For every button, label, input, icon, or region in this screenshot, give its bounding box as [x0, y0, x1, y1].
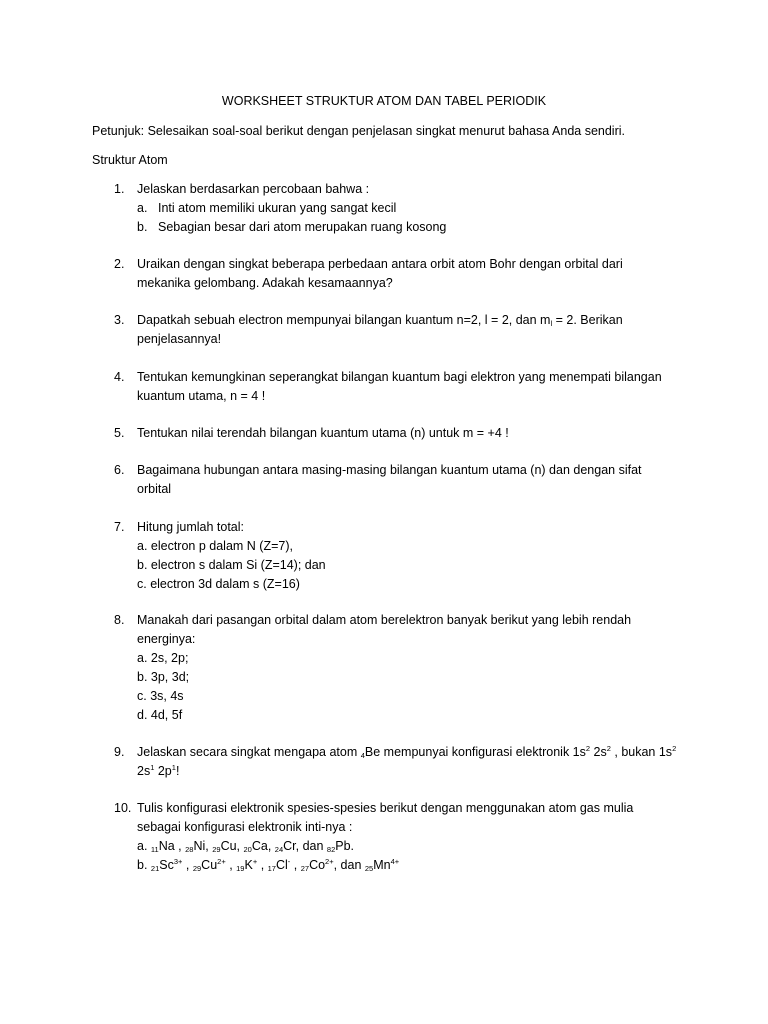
chemical-species: $_{11}$Na: [150, 839, 175, 854]
question-number: 1.: [114, 182, 125, 196]
question-text: mekanika gelombang. Adakah kesamaannya?: [137, 276, 393, 290]
instructions: [92, 124, 625, 138]
question-number: 6.: [114, 463, 125, 477]
subitem-text: Inti atom memiliki ukuran yang sangat kecil: [158, 201, 397, 215]
question-text: Dapatkah sebuah electron mempunyai bilangan kuantum n=2, l = 2, dan $m_l = 2$. Berikan: [137, 313, 623, 328]
question-text: Jelaskan secara singkat mengapa atom $_4$Be mempunyai konfigurasi elektronik $1s^2$ $2s^2$ , bukan $1s^2$: [137, 744, 677, 760]
chemical-species: $_{24}$Cr: [274, 839, 296, 854]
chemical-species: $_{29}$Cu: [212, 839, 237, 854]
chemical-species: $_{17}$Cl-: [267, 857, 291, 873]
section-heading: Struktur Atom: [92, 153, 168, 167]
species-prefix: b.: [137, 858, 151, 872]
question-text: kuantum utama, n = 4 !: [137, 389, 266, 403]
question-text: Tulis konfigurasi elektronik spesies-spesies berikut dengan menggunakan atom gas mulia: [137, 801, 634, 815]
question-number: 2.: [114, 257, 125, 271]
question-text: penjelasannya!: [137, 332, 222, 346]
chemical-species: $_{21}Sc^{3+}$: [150, 857, 183, 873]
question-text: c. 3s, 4s: [137, 689, 184, 703]
question-text: Uraikan dengan singkat beberapa perbedaan antara orbit atom Bohr dengan orbital dari: [137, 257, 623, 271]
question-text: Jelaskan berdasarkan percobaan bahwa :: [137, 182, 370, 196]
species-prefix: a.: [137, 839, 151, 853]
chemical-species: $_{28}$Ni: [185, 839, 206, 854]
question-text: b. 3p, 3d;: [137, 670, 190, 684]
subitem-text: Sebagian besar dari atom merupakan ruang kosong: [158, 220, 447, 234]
instructions-label: Petunjuk:: [92, 124, 145, 138]
question-text: Bagaimana hubungan antara masing-masing bilangan kuantum utama (n) dan dengan sifat: [137, 463, 642, 477]
chemical-species: $_{25}Mn^{4+}$: [364, 857, 400, 873]
chemical-species: $_{19}$K+: [236, 857, 258, 873]
question-number: 4.: [114, 370, 125, 384]
subitem-letter: b.: [137, 220, 148, 234]
chemical-species: $_{27}Co^{2+}$: [300, 857, 334, 873]
chemical-species: $_{82}$Pb: [326, 839, 351, 854]
question-text: Tentukan nilai terendah bilangan kuantum utama (n) untuk m = +4 !: [137, 426, 509, 440]
question-text: Hitung jumlah total:: [137, 520, 245, 534]
question-text: sebagai konfigurasi elektronik inti-nya :: [137, 820, 353, 834]
chemical-species: $_{20}$Ca: [243, 839, 268, 854]
question-text: a. 2s, 2p;: [137, 651, 189, 665]
question-text: d. 4d, 5f: [137, 708, 183, 722]
question-text: energinya:: [137, 632, 196, 646]
question-text: b. electron s dalam Si (Z=14); dan: [137, 558, 326, 572]
subitem-letter: a.: [137, 201, 148, 215]
question-text: c. electron 3d dalam s (Z=16): [137, 577, 300, 591]
question-number: 7.: [114, 520, 125, 534]
species-list-b: b. $_{21}Sc^{3+}$ , $_{29}Cu^{2+}$ , $_{19}$K+ , $_{17}$Cl- , $_{27}Co^{2+}$, dan $_{25}Mn^{4+}$: [137, 857, 400, 873]
question-text: Tentukan kemungkinan seperangkat bilangan kuantum bagi elektron yang menempati bilangan: [137, 370, 662, 384]
question-number: 9.: [114, 745, 125, 759]
question-number: 3.: [114, 313, 125, 327]
instructions-text: Selesaikan soal-soal berikut dengan penjelasan singkat menurut bahasa Anda sendiri.: [144, 124, 625, 138]
question-text: Manakah dari pasangan orbital dalam atom berelektron banyak berikut yang lebih rendah: [137, 613, 632, 627]
question-number: 5.: [114, 426, 125, 440]
question-text: orbital: [137, 482, 172, 496]
question-text: a. electron p dalam N (Z=7),: [137, 539, 293, 553]
chemical-species: $_{29}Cu^{2+}$: [192, 857, 226, 873]
page-title: WORKSHEET STRUKTUR ATOM DAN TABEL PERIODIK: [221, 94, 547, 108]
question-number: 8.: [114, 613, 125, 627]
question-number: 10.: [114, 801, 132, 815]
question-text: $2s^1$ $2p^1$!: [137, 763, 180, 778]
species-list-a: a. $_{11}$Na , $_{28}$Ni, $_{29}$Cu, $_{20}$Ca, $_{24}$Cr, dan $_{82}$Pb.: [137, 839, 355, 854]
